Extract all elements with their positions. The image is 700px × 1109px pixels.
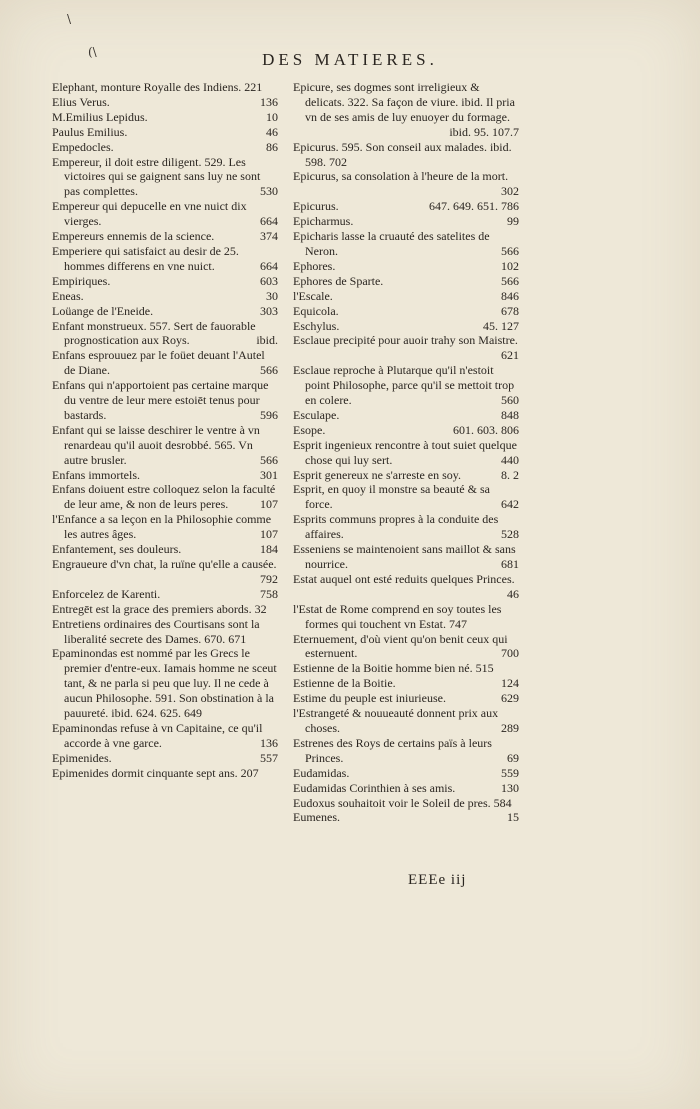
index-entry [52,348,278,378]
entry-text: Enfans doiuent estre colloquez selon la faculté de leur ame, & non de leurs peres. [52,482,276,512]
entry-page-ref: 566 [501,243,519,258]
margin-mark: \ [67,12,72,26]
entry-text: l'Escale. [293,288,333,303]
index-entry [52,617,278,647]
entry-text: Estat auquel ont esté reduits quelques Princes. [293,571,515,586]
index-entry [52,304,278,319]
index-entry [52,512,278,542]
index-entry [293,423,519,438]
entry-page-ref: 621 [501,348,519,363]
index-entry [293,333,519,363]
entry-text: Esope. [293,422,326,437]
index-entry [293,304,519,319]
entry-text: Eudamidas. [293,765,350,780]
entry-text: Epicurus, sa consolation à l'heure de la mort. [293,169,509,184]
entry-text: Enfant monstrueux. 557. Sert de fauorable prognostication aux Roys. [52,318,256,348]
entry-text: l'Estat de Rome comprend en soy toutes les formes qui touchent vn Estat. 747 [293,601,502,631]
index-entry [52,140,278,155]
index-entry [293,796,519,811]
entry-page-ref: 566 [260,363,278,378]
entry-text: Paulus Emilius. [52,124,128,139]
entry-page-ref: 603 [260,273,278,288]
entry-text: M.Emilius Lepidus. [52,109,148,124]
index-entry [52,274,278,289]
index-entry [52,542,278,557]
page-title: DES MATIERES. [262,50,438,69]
entry-page-ref: 664 [260,258,278,273]
entry-text: Esprit, en quoy il monstre sa beauté & sa force. [293,482,490,512]
index-entry [293,661,519,676]
entry-page-ref: 846 [501,288,519,303]
entry-page-ref: 301 [260,467,278,482]
entry-page-ref: 46 [507,586,519,601]
entry-text: Entretiens ordinaires des Courtisans sont la liberalité secrete des Dames. 670. 671 [52,616,260,646]
right-index-column [293,80,519,825]
entry-text: Esclaue reproche à Plutarque qu'il n'estoit point Philosophe, parce qu'il se mettoit trop en colere. [293,363,515,408]
entry-page-ref: 45. 127 [483,318,519,333]
index-entry [52,155,278,200]
entry-page-ref: 557 [260,750,278,765]
entry-text: Epicharmus. [293,214,354,229]
index-entry [293,363,519,408]
entry-page-ref: 184 [260,542,278,557]
entry-page-ref: 629 [501,691,519,706]
entry-page-ref: 46 [266,124,278,139]
entry-page-ref: 15 [507,810,519,825]
entry-page-ref: 374 [260,229,278,244]
index-entry [293,468,519,483]
entry-page-ref: 566 [260,452,278,467]
index-entry [293,274,519,289]
index-entry [52,646,278,721]
entry-page-ref: 124 [501,676,519,691]
entry-text: Elius Verus. [52,94,110,109]
entry-text: Eumenes. [293,810,340,825]
entry-text: Eudamidas Corinthien à ses amis. [293,780,456,795]
index-entry [293,229,519,259]
entry-text: Estienne de la Boitie homme bien né. 515 [293,661,494,676]
entry-page-ref: 130 [501,780,519,795]
entry-page-ref: 136 [260,94,278,109]
entry-text: Enfant qui se laisse deschirer le ventre à vn renardeau qu'il auoit desrobbé. 565. Vn autre brusler. [52,422,260,467]
index-entry [293,289,519,304]
entry-page-ref: 302 [501,184,519,199]
index-entry [293,169,519,199]
entry-text: Elephant, monture Royalle des Indiens. 221 [52,80,263,94]
entry-text: Enfans qui n'apportoient pas certaine marque du ventre de leur mere estoiēt tenus pour bastards. [52,378,269,422]
entry-text: Estrenes des Roys de certains païs à leurs Princes. [293,735,492,765]
entry-text: Esculape. [293,407,340,422]
entry-page-ref: ibid. 95. 107.7 [449,124,519,139]
index-entry [52,95,278,110]
entry-text: Epicure, ses dogmes sont irreligieux & delicats. 322. Sa façon de viure. ibid. Il pria vn de ses amis de luy enuoyer du formage. [293,80,515,124]
index-entry [293,542,519,572]
index-entry [293,482,519,512]
entry-text: Epaminondas refuse à vn Capitaine, ce qu'il accorde à vne garce. [52,720,263,750]
entry-text: Enforcelez de Karenti. [52,586,161,601]
entry-page-ref: 69 [507,750,519,765]
entry-text: l'Estrangeté & nouueauté donnent prix aux choses. [293,706,499,735]
index-entry [52,751,278,766]
index-entry [293,512,519,542]
entry-text: Enfantement, ses douleurs. [52,542,182,557]
entry-page-ref: 102 [501,258,519,273]
entry-text: Epicharis lasse la cruauté des satelites de Neron. [293,229,490,258]
entry-text: Ephores. [293,258,336,273]
entry-page-ref: 99 [507,214,519,229]
entry-page-ref: 678 [501,303,519,318]
entry-text: Ephores de Sparte. [293,273,384,288]
margin-mark: (\ [88,45,97,59]
entry-page-ref: 758 [260,586,278,601]
entry-page-ref: 528 [501,527,519,542]
entry-text: l'Enfance a sa leçon en la Philosophie comme les autres âges. [52,512,272,542]
index-entry [293,676,519,691]
index-entry [293,810,519,825]
index-entry [293,602,519,632]
entry-page-ref: ibid. [256,333,278,348]
index-entry [293,438,519,468]
index-entry [293,572,519,602]
left-index-column [52,80,278,781]
entry-page-ref: 560 [501,393,519,408]
index-entry [52,80,278,95]
entry-text: Epaminondas est nommé par les Grecs le premier d'entre-eux. Iamais homme ne sceut tant, & ne parla si peu que luy. Il ne cede à aucun Philosophe. 591. Son obstination à la pauureté. ibid. 624. 625. 649 [52,646,277,721]
entry-page-ref: 848 [501,407,519,422]
index-entry [52,482,278,512]
entry-text: Epicurus. 595. Son conseil aux malades. ibid. 598. 702 [293,139,512,169]
index-entry [52,468,278,483]
entry-page-ref: 136 [260,735,278,750]
entry-text: Empiriques. [52,273,111,288]
index-entry [52,721,278,751]
index-entry [52,766,278,781]
entry-page-ref: 700 [501,646,519,661]
index-entry [52,557,278,587]
index-entry [52,199,278,229]
index-entry [293,736,519,766]
index-entry [293,199,519,214]
entry-page-ref: 681 [501,557,519,571]
entry-page-ref: 107 [260,527,278,542]
entry-page-ref: 440 [501,452,519,467]
entry-text: Engraueure d'vn chat, la ruïne qu'elle a causée. [52,557,277,571]
index-entry [52,125,278,140]
entry-page-ref: 559 [501,765,519,780]
index-entry [293,766,519,781]
entry-page-ref: 792 [260,571,278,586]
entry-page-ref: 566 [501,273,519,288]
entry-text: Enfans immortels. [52,467,140,482]
entry-text: Equicola. [293,303,339,318]
index-entry [293,691,519,706]
signature-mark: EEEe iij [408,872,467,888]
entry-page-ref: 30 [266,288,278,303]
entry-text: Entregēt est la grace des premiers abords. 32 [52,601,267,616]
entry-text: Empereur, il doit estre diligent. 529. Les victoires qui se gaignent sans luy ne sont pas complettes. [52,154,261,199]
entry-text: Esprit ingenieux rencontre à tout suiet quelque chose qui luy sert. [293,437,517,467]
entry-page-ref: 596 [260,407,278,422]
entry-page-ref: 8. 2 [501,467,519,482]
index-entry [52,423,278,468]
entry-page-ref: 10 [266,109,278,124]
index-entry [52,244,278,274]
entry-text: Eschylus. [293,318,340,333]
index-entry [293,706,519,736]
entry-text: Esclaue precipité pour auoir trahy son Maistre. [293,333,518,348]
entry-text: Estienne de la Boitie. [293,676,396,691]
entry-text: Epicurus. [293,199,339,214]
index-entry [293,408,519,423]
entry-page-ref: 107 [260,497,278,512]
entry-text: Empedocles. [52,139,114,154]
entry-text: Esprit genereux ne s'arreste en soy. [293,467,461,482]
entry-page-ref: 303 [260,303,278,318]
entry-text: Eternuement, d'où vient qu'on benit ceux qui esternuent. [293,631,508,661]
entry-page-ref: 86 [266,139,278,154]
entry-page-ref: 664 [260,214,278,229]
index-entry [52,229,278,244]
entry-page-ref: 642 [501,497,519,512]
index-entry [52,289,278,304]
index-entry [293,632,519,662]
index-entry [293,319,519,334]
index-entry [52,602,278,617]
entry-page-ref: 289 [501,720,519,735]
index-entry [293,259,519,274]
index-entry [52,378,278,423]
entry-text: Empereurs ennemis de la science. [52,229,215,244]
index-entry [293,781,519,796]
entry-text: Empereur qui depucelle en vne nuict dix vierges. [52,199,247,229]
entry-page-ref: 647. 649. 651. 786 [429,199,519,214]
entry-text: Epimenides. [52,750,112,765]
entry-page-ref: 530 [260,184,278,199]
index-entry [52,319,278,349]
entry-text: Emperiere qui satisfaict au desir de 25. hommes differens en vne nuict. [52,243,239,273]
index-entry [52,587,278,602]
entry-text: Eudoxus souhaitoit voir le Soleil de pres. 584 [293,795,512,810]
entry-page-ref: 601. 603. 806 [453,422,519,437]
entry-text: Eneas. [52,288,84,303]
index-entry [52,110,278,125]
entry-text: Loüange de l'Eneide. [52,303,154,318]
index-entry [293,214,519,229]
entry-text: Epimenides dormit cinquante sept ans. 207 [52,765,259,780]
index-entry [293,140,519,170]
entry-text: Enfans esprouuez par le foüet deuant l'Autel de Diane. [52,348,265,378]
index-entry [293,80,519,140]
entry-text: Esprits communs propres à la conduite des affaires. [293,512,499,542]
entry-text: Estime du peuple est iniurieuse. [293,691,446,706]
entry-text: Esseniens se maintenoient sans maillot & sans nourrice. [293,542,516,571]
